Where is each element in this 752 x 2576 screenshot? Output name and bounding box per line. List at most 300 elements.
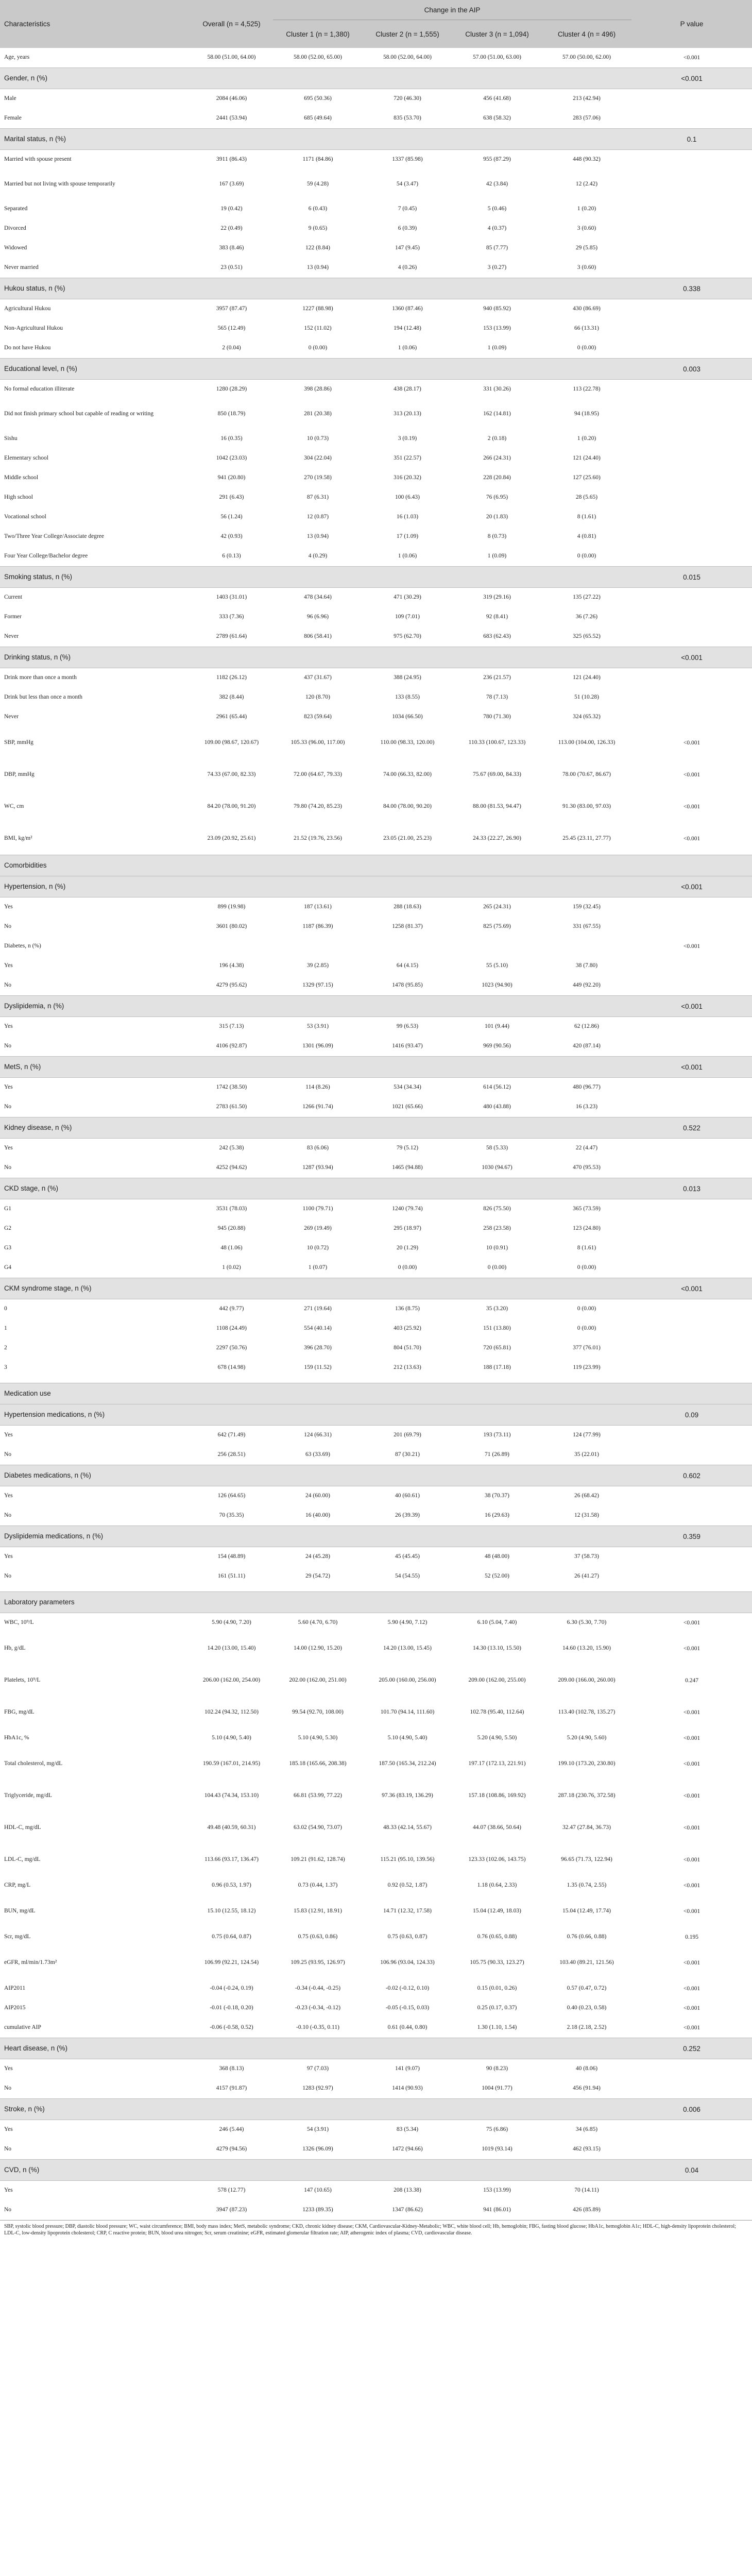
table-row [0,668,752,688]
cluster4-value-cell: 57.00 (50.00, 62.00) [562,54,611,61]
section-header-row [0,278,752,299]
cluster2-value-cell: 212 (13.63) [394,1364,421,1371]
cluster4-value-cell: 213 (42.94) [573,95,601,102]
row-label: 1 [4,1325,7,1332]
cluster1-value-cell: 1233 (89.35) [302,2207,333,2213]
p-value-cell: <0.001 [683,1883,700,1889]
cluster1-value-cell: 63 (33.69) [305,1451,330,1458]
cluster3-value-cell: 265 (24.31) [483,904,511,910]
table-row [0,1748,752,1780]
cluster1-value-cell: 105.33 (96.00, 117.00) [290,739,345,746]
cluster3-value-cell: 38 (70.37) [485,1493,509,1499]
p-value-cell [631,1358,752,1378]
cluster4-value-cell: 0.40 (0.23, 0.58) [567,2005,607,2011]
cluster3-value-cell: 1019 (93.14) [482,2146,512,2153]
row-label: BMI, kg/m² [4,835,32,842]
section-header-row [0,1404,752,1426]
cluster3-value-cell: 78 (7.13) [486,694,508,701]
row-label: No [4,2146,12,2153]
cluster1-value-cell: 124 (66.31) [304,1432,332,1438]
header-pvalue: P value [631,0,752,48]
section-label: Dyslipidemia medications, n (%) [0,1526,631,1547]
cluster2-value-cell: 205.00 (160.00, 256.00) [379,1677,436,1684]
table-row [0,170,752,199]
cluster2-value-cell: 14.20 (13.00, 15.45) [383,1645,432,1652]
p-value-cell: <0.001 [683,2005,700,2011]
cluster4-value-cell: 0 (0.00) [577,553,596,560]
p-value-cell: 0.015 [631,567,752,588]
cluster1-value-cell: 5.10 (4.90, 5.30) [298,1735,338,1741]
table-row [0,319,752,338]
cluster2-value-cell: 45 (45.45) [395,1553,420,1560]
cluster2-value-cell: 101.70 (94.14, 111.60) [380,1709,435,1716]
cluster4-value-cell: 159 (32.45) [573,904,601,910]
cluster4-value-cell: 96.65 (71.73, 122.94) [561,1856,612,1863]
row-label: FBG, mg/dL [4,1709,35,1716]
p-value-cell [631,380,752,400]
overall-value-cell: 565 (12.49) [217,325,246,332]
row-label: eGFR, ml/min/1.73m² [4,1959,57,1966]
cluster2-value-cell: 110.00 (98.33, 120.00) [380,739,435,746]
cluster3-value-cell: 153 (13.99) [483,2187,511,2194]
section-header-row [0,1178,752,1199]
p-value-cell [631,1258,752,1278]
cluster1-value-cell: 271 (19.64) [304,1306,332,1312]
row-label: No [4,1043,12,1049]
cluster2-value-cell: 388 (24.95) [394,674,421,681]
table-row [0,956,752,976]
overall-value-cell: 1280 (28.29) [216,386,247,393]
table-row [0,791,752,823]
cluster2-value-cell: 99 (6.53) [396,1023,419,1030]
p-value-cell [631,399,752,429]
table-row [0,688,752,707]
row-label: Four Year College/Bachelor degree [4,553,88,560]
p-value-cell [631,1383,752,1404]
overall-value-cell: 74.33 (67.00, 82.33) [207,771,256,778]
cluster3-value-cell: 0.15 (0.01, 0.26) [477,1985,517,1992]
cluster2-value-cell: 17 (1.09) [396,533,419,540]
cluster3-value-cell: 5.20 (4.90, 5.50) [477,1735,517,1741]
cluster4-value-cell: 121 (24.40) [573,455,601,462]
cluster1-value-cell: 1287 (93.94) [302,1164,333,1171]
table-row [0,1547,752,1567]
cluster2-value-cell: 0 (0.00) [398,1264,417,1271]
cluster2-value-cell: 1 (0.06) [398,345,417,351]
cluster4-value-cell: 121 (24.40) [573,674,601,681]
overall-value-cell: 1042 (23.03) [216,455,247,462]
overall-value-cell: 850 (18.79) [217,411,246,417]
section-header-row [0,1057,752,1078]
p-value-cell: <0.001 [683,1908,700,1914]
row-label: Non-Agricultural Hukou [4,325,63,332]
cluster1-value-cell: 1329 (97.15) [302,982,333,989]
cluster3-value-cell: 188 (17.18) [483,1364,511,1371]
cluster4-value-cell: 0 (0.00) [577,1264,596,1271]
cluster2-value-cell: -0.05 (-0.15, 0.03) [385,2005,430,2011]
row-label: Former [4,614,22,620]
cluster1-value-cell: 6 (0.43) [308,206,328,212]
cluster4-value-cell: 36 (7.26) [575,614,598,620]
cluster4-value-cell: 448 (90.32) [573,156,601,163]
cluster2-value-cell: 3 (0.19) [398,435,417,442]
p-value-cell [631,688,752,707]
cluster4-value-cell: 34 (6.85) [575,2126,598,2133]
overall-value-cell: 2441 (53.94) [216,115,247,122]
overall-value-cell: 154 (48.89) [217,1553,246,1560]
row-label: HbA1c, % [4,1735,29,1741]
cluster4-value-cell: 91.30 (83.00, 97.03) [562,803,611,810]
cluster2-value-cell: 0.92 (0.52, 1.87) [387,1882,428,1889]
row-label: Platelets, 10⁹/L [4,1677,41,1684]
cluster4-value-cell: 283 (57.06) [573,115,601,122]
table-row [0,2059,752,2079]
p-value-cell: 0.006 [631,2099,752,2120]
row-label: Drink more than once a month [4,674,77,681]
cluster4-value-cell: 456 (91.94) [573,2085,601,2092]
overall-value-cell: 0.75 (0.64, 0.87) [212,1934,251,1940]
cluster4-value-cell: 4 (0.81) [577,533,596,540]
cluster1-value-cell: 202.00 (162.00, 251.00) [289,1677,347,1684]
section-label: Comorbidities [0,855,631,876]
cluster3-value-cell: 157.18 (108.86, 169.92) [468,1792,526,1799]
overall-value-cell: 4252 (94.62) [216,1164,247,1171]
p-value-cell [631,2079,752,2099]
cluster3-value-cell: 55 (5.10) [486,962,508,969]
p-value-cell: 0.252 [631,2038,752,2059]
cluster4-value-cell: 113 (22.78) [573,386,601,393]
overall-value-cell: 161 (51.11) [217,1573,246,1580]
header-change-group: Change in the AIP [273,0,631,20]
row-label: Divorced [4,225,26,232]
row-label: Yes [4,2126,13,2133]
overall-value-cell: 2789 (61.64) [216,633,247,640]
overall-value-cell: 0.96 (0.53, 1.97) [212,1882,251,1889]
table-row [0,1299,752,1319]
cluster4-value-cell: 124 (77.99) [573,1432,601,1438]
p-value-cell: <0.001 [683,2025,700,2031]
cluster2-value-cell: 288 (18.63) [394,904,421,910]
cluster2-value-cell: 79 (5.12) [396,1145,419,1151]
cluster4-value-cell: 0 (0.00) [577,1325,596,1332]
overall-value-cell: 190.59 (167.01, 214.95) [202,1760,261,1767]
cluster2-value-cell: 1360 (87.46) [392,306,423,312]
section-label: Dyslipidemia, n (%) [0,996,631,1017]
p-value-cell [631,258,752,278]
overall-value-cell: 167 (3.69) [219,181,244,188]
cluster3-value-cell: 1 (0.09) [487,553,507,560]
p-value-cell: 0.522 [631,1117,752,1139]
table-row [0,239,752,258]
p-value-cell: <0.001 [631,1278,752,1299]
overall-value-cell [190,937,273,956]
overall-value-cell: 368 (8.13) [219,2065,244,2072]
row-label: Yes [4,2187,13,2194]
cluster3-value-cell: 35 (3.20) [486,1306,508,1312]
cluster2-value-cell: 1 (0.06) [398,553,417,560]
cluster2-value-cell: 87 (30.21) [395,1451,420,1458]
cluster3-value-cell: 209.00 (162.00, 255.00) [468,1677,526,1684]
cluster1-value-cell: -0.23 (-0.34, -0.12) [295,2005,341,2011]
cluster3-value-cell: 14.30 (13.10, 15.50) [473,1645,521,1652]
cluster1-value-cell: 29 (54.72) [305,1573,330,1580]
cluster3-value-cell: 71 (26.89) [485,1451,509,1458]
cluster3-value-cell: 941 (86.01) [483,2207,511,2213]
overall-value-cell: 941 (20.80) [217,474,246,481]
cluster3-value-cell: 720 (65.81) [483,1345,511,1351]
cluster1-value-cell: 109.21 (91.62, 128.74) [290,1856,345,1863]
cluster2-value-cell: 1337 (85.98) [392,156,423,163]
cluster3-value-cell: 0.25 (0.17, 0.37) [477,2005,517,2011]
p-value-cell [631,1199,752,1219]
cluster4-value-cell: 365 (73.59) [573,1206,601,1212]
p-value-cell: <0.001 [683,1620,700,1626]
cluster4-value-cell: 25.45 (23.11, 27.77) [562,835,611,842]
cluster1-value-cell: 269 (19.49) [304,1225,332,1232]
table-row [0,1486,752,1506]
p-value-cell [631,219,752,239]
cluster1-value-cell: 0.73 (0.44, 1.37) [298,1882,338,1889]
row-label: No [4,1104,12,1110]
row-label: LDL-C, mg/dL [4,1856,41,1863]
cluster1-value-cell: 0 (0.00) [308,345,328,351]
spacer-cell [0,1586,752,1592]
table-row [0,89,752,109]
section-label: CKD stage, n (%) [0,1178,631,1199]
cluster3-value-cell: 0 (0.00) [487,1264,507,1271]
p-value-cell [631,527,752,547]
cluster2-value-cell: 141 (9.07) [395,2065,420,2072]
cluster4-value-cell: 331 (67.55) [573,923,601,930]
p-value-cell [631,199,752,219]
cluster1-value-cell: 83 (6.06) [306,1145,329,1151]
cluster3-value-cell: 1.30 (1.10, 1.54) [477,2024,517,2031]
p-value-cell [631,917,752,937]
p-value-cell [631,897,752,918]
cluster4-value-cell: 51 (10.28) [574,694,599,701]
cluster2-value-cell: 84.00 (78.00, 90.20) [383,803,432,810]
cluster2-value-cell: 194 (12.48) [394,325,421,332]
table-row [0,1506,752,1526]
cluster2-value-cell: 7 (0.45) [398,206,417,212]
cluster3-value-cell: 58 (5.33) [486,1145,508,1151]
section-header-row [0,1383,752,1404]
row-label: SBP, mmHg [4,739,33,746]
p-value-cell [631,1486,752,1506]
cluster1-value-cell: 1266 (91.74) [302,1104,333,1110]
cluster1-value-cell: 152 (11.02) [304,325,332,332]
cluster1-value-cell: 63.02 (54.90, 73.07) [294,1824,342,1831]
cluster3-value-cell: 57.00 (51.00, 63.00) [473,54,521,61]
row-label: DBP, mmHg [4,771,35,778]
p-value-cell [631,1547,752,1567]
section-header-row [0,1526,752,1547]
cluster4-value-cell: 1 (0.20) [577,435,596,442]
cluster1-value-cell: 1326 (96.09) [302,2146,333,2153]
cluster3-value-cell: 266 (24.31) [483,455,511,462]
overall-value-cell: 442 (9.77) [219,1306,244,1312]
cluster1-value-cell: 21.52 (19.76, 23.56) [294,835,342,842]
table-row [0,1097,752,1117]
overall-value-cell: 2961 (65.44) [216,714,247,720]
cluster3-value-cell: 105.75 (90.33, 123.27) [470,1959,524,1966]
p-value-cell [631,1078,752,1098]
table-row [0,1037,752,1057]
cluster1-value-cell: 5.60 (4.70, 6.70) [298,1619,338,1626]
table-row [0,2079,752,2099]
table-row [0,1017,752,1037]
cluster1-value-cell: 1171 (84.86) [302,156,333,163]
overall-value-cell: 14.20 (13.00, 15.40) [207,1645,256,1652]
overall-value-cell: 1403 (31.01) [216,594,247,601]
overall-value-cell: 256 (28.51) [217,1451,246,1458]
section-label: Heart disease, n (%) [0,2038,631,2059]
row-label: Agricultural Hukou [4,306,51,312]
cluster1-value-cell: 13 (0.94) [306,533,329,540]
table-row [0,429,752,449]
cluster1-value-cell: 72.00 (64.67, 79.33) [294,771,342,778]
cluster3-value-cell [452,937,542,956]
table-row [0,1426,752,1446]
overall-value-cell: 678 (14.98) [217,1364,246,1371]
table-row [0,1219,752,1239]
cluster1-value-cell: 1100 (79.71) [302,1206,333,1212]
row-label: 0 [4,1306,7,1312]
p-value-cell [631,1139,752,1159]
overall-value-cell: 2297 (50.76) [216,1345,247,1351]
table-header [0,0,752,48]
cluster3-value-cell: 1030 (94.67) [482,1164,512,1171]
p-value-cell [631,1445,752,1465]
section-label: CKM syndrome stage, n (%) [0,1278,631,1299]
overall-value-cell: 206.00 (162.00, 254.00) [202,1677,261,1684]
cluster2-value-cell: 83 (5.34) [396,2126,419,2133]
table-row [0,1998,752,2018]
cluster4-value-cell: 12 (31.58) [574,1512,599,1519]
row-label: HDL-C, mg/dL [4,1824,41,1831]
row-label: Yes [4,904,13,910]
table-row [0,627,752,647]
p-value-cell [631,170,752,199]
overall-value-cell: -0.06 (-0.58, 0.52) [210,2024,253,2031]
table-row [0,219,752,239]
table-row [0,547,752,567]
cluster4-value-cell: 26 (41.27) [574,1573,599,1580]
section-label: Laboratory parameters [0,1592,631,1613]
table-row [0,258,752,278]
cluster1-value-cell: 554 (40.14) [304,1325,332,1332]
cluster4-value-cell: 3 (0.60) [577,264,596,271]
cluster4-value-cell: 0 (0.00) [577,345,596,351]
cluster4-value-cell: 12 (2.42) [575,181,598,188]
p-value-cell [631,299,752,319]
cluster3-value-cell: 52 (52.00) [485,1573,509,1580]
cluster3-value-cell: 8 (0.73) [487,533,507,540]
p-value-cell [631,1037,752,1057]
cluster4-value-cell: 462 (93.15) [573,2146,601,2153]
row-label: Drink but less than once a month [4,694,83,701]
cluster4-value-cell [542,937,631,956]
section-header-row [0,876,752,897]
cluster2-value-cell: 54 (3.47) [396,181,419,188]
p-value-cell: 0.04 [631,2160,752,2181]
cluster1-value-cell: 97 (7.03) [306,2065,329,2072]
overall-value-cell: 578 (12.77) [217,2187,246,2194]
overall-value-cell: 291 (6.43) [219,494,244,501]
cluster2-value-cell: 313 (20.13) [394,411,421,417]
p-value-cell [631,588,752,608]
row-label: Yes [4,2065,13,2072]
overall-value-cell: 15.10 (12.55, 18.12) [207,1908,256,1914]
cluster1-value-cell: 87 (6.31) [306,494,329,501]
row-label: AIP2011 [4,1985,26,1992]
cluster2-value-cell: 295 (18.97) [394,1225,421,1232]
row-label: High school [4,494,33,501]
cluster2-value-cell: 5.10 (4.90, 5.40) [387,1735,428,1741]
p-value-cell [631,2120,752,2140]
header-overall: Overall (n = 4,525) [190,0,273,48]
table-row [0,399,752,429]
cluster3-value-cell: 5 (0.46) [487,206,507,212]
cluster1-value-cell: -0.10 (-0.35, 0.11) [296,2024,339,2031]
cluster2-value-cell: 403 (25.92) [394,1325,421,1332]
p-value-cell [631,338,752,359]
table-row [0,1844,752,1876]
table-row [0,1078,752,1098]
p-value-cell: <0.001 [631,1057,752,1078]
cluster4-value-cell: 26 (68.42) [574,1493,599,1499]
p-value-cell [631,1506,752,1526]
cluster4-value-cell: 32.47 (27.84, 36.73) [562,1824,611,1831]
overall-value-cell: 48 (1.06) [220,1245,243,1251]
overall-value-cell: 6 (0.13) [222,553,241,560]
cluster4-value-cell: 16 (3.23) [575,1104,598,1110]
overall-value-cell: 3911 (86.43) [216,156,247,163]
table-row [0,1665,752,1697]
section-header-row [0,996,752,1017]
cluster1-value-cell: 304 (22.04) [304,455,332,462]
cluster1-value-cell: 109.25 (93.95, 126.97) [290,1959,345,1966]
cluster3-value-cell: 197.17 (172.13, 221.91) [468,1760,526,1767]
overall-value-cell: 56 (1.24) [220,514,243,520]
p-value-cell [631,1299,752,1319]
overall-value-cell: 58.00 (51.00, 64.00) [207,54,256,61]
overall-value-cell: 945 (20.88) [217,1225,246,1232]
table-row [0,527,752,547]
section-header-row [0,647,752,668]
cluster1-value-cell: 59 (4.28) [306,181,329,188]
overall-value-cell: 1108 (24.49) [216,1325,247,1332]
row-label: WC, cm [4,803,24,810]
cluster3-value-cell: 1004 (91.77) [482,2085,512,2092]
row-label: CRP, mg/L [4,1882,31,1889]
row-label: No [4,2207,12,2213]
p-value-cell [631,507,752,527]
cluster2-value-cell: 1258 (81.37) [392,923,423,930]
cluster1-value-cell: 66.81 (53.99, 77.22) [294,1792,342,1799]
overall-value-cell: 4279 (95.62) [216,982,247,989]
cluster1-value-cell: 396 (28.70) [304,1345,332,1351]
cluster3-value-cell: 44.07 (38.66, 50.64) [473,1824,521,1831]
cluster4-value-cell: 325 (65.52) [573,633,601,640]
table-row [0,1239,752,1258]
table-row [0,1876,752,1895]
section-label: Medication use [0,1383,631,1404]
row-label: Married with spouse present [4,156,72,163]
cluster1-value-cell [273,937,363,956]
p-value-cell [631,855,752,876]
cluster2-value-cell: 97.36 (83.19, 136.29) [382,1792,433,1799]
